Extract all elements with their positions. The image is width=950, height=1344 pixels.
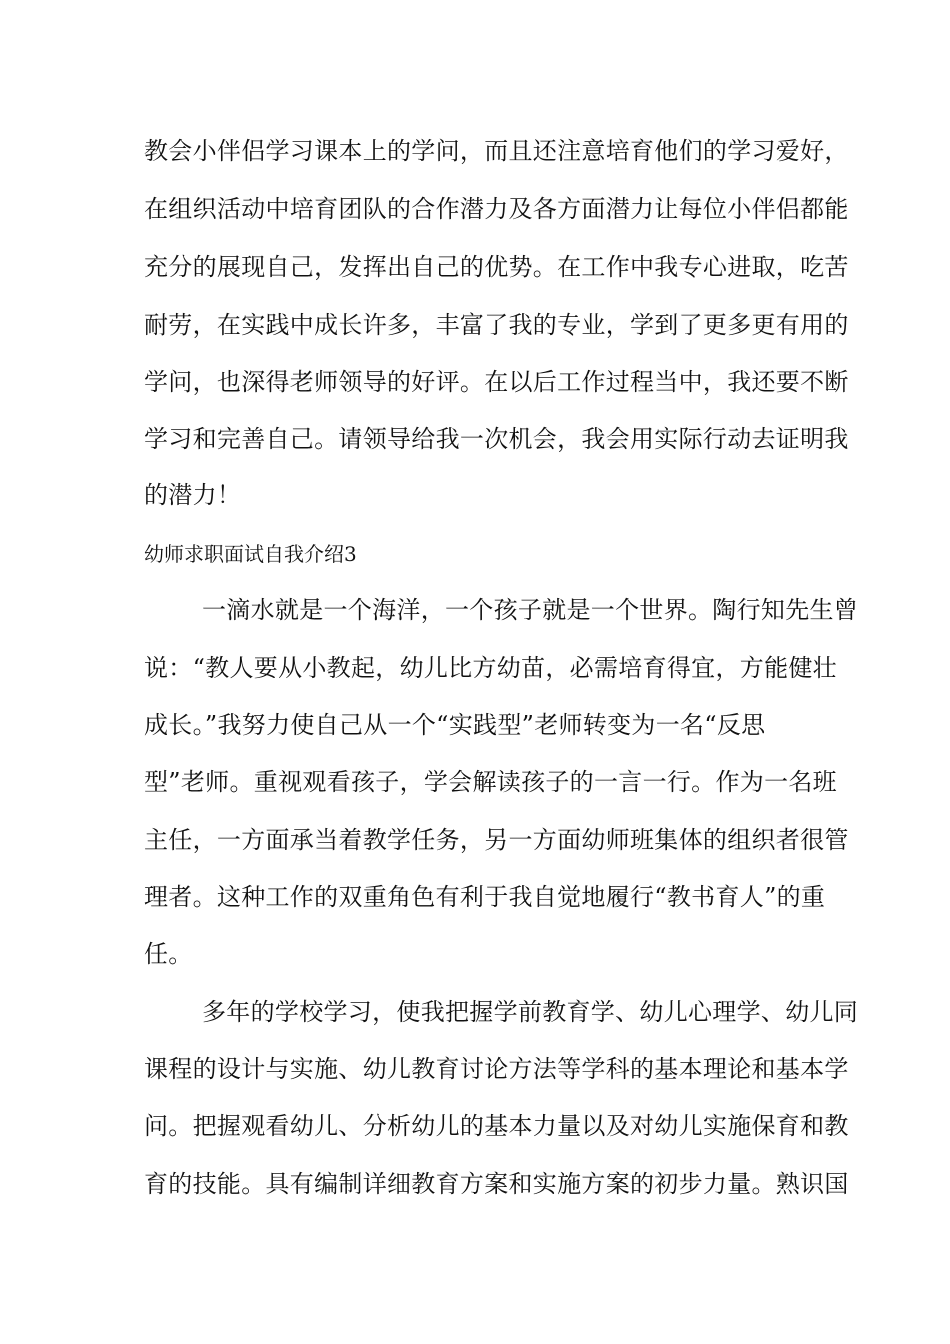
paragraph-2-line-2: 说：“教人要从小教起，幼儿比方幼苗，必需培育得宜，方能健壮 (144, 654, 837, 682)
paragraph-3-line-4: 育的技能。具有编制详细教育方案和实施方案的初步力量。熟识国 (144, 1170, 849, 1198)
paragraph-2-line-3: 成长。”我努力使自己从一个“实践型”老师转变为一名“反思 (144, 711, 766, 739)
paragraph-1-line-1: 教会小伴侣学习课本上的学问，而且还注意培育他们的学习爱好， (144, 137, 849, 165)
paragraph-2-line-4: 型”老师。重视观看孩子，学会解读孩子的一言一行。作为一名班 (144, 768, 837, 796)
paragraph-1-line-3: 充分的展现自己，发挥出自己的优势。在工作中我专心进取，吃苦 (144, 253, 849, 281)
paragraph-1-line-6: 学习和完善自己。请领导给我一次机会，我会用实际行动去证明我 (144, 425, 849, 453)
paragraph-1-line-5: 学问，也深得老师领导的好评。在以后工作过程当中，我还要不断 (144, 368, 849, 396)
paragraph-3-line-2: 课程的设计与实施、幼儿教育讨论方法等学科的基本理论和基本学 (144, 1055, 849, 1083)
paragraph-2-line-5: 主任，一方面承当着教学任务，另一方面幼师班集体的组织者很管 (144, 826, 849, 854)
section-heading: 幼师求职面试自我介绍3 (144, 542, 357, 566)
paragraph-1-line-2: 在组织活动中培育团队的合作潜力及各方面潜力让每位小伴侣都能 (144, 195, 849, 223)
paragraph-3-line-3: 问。把握观看幼儿、分析幼儿的基本力量以及对幼儿实施保育和教 (144, 1112, 849, 1140)
paragraph-2-line-1: 一滴水就是一个海洋，一个孩子就是一个世界。陶行知先生曾 (202, 596, 859, 624)
paragraph-2-line-6: 理者。这种工作的双重角色有利于我自觉地履行“教书育人”的重 (144, 883, 826, 911)
paragraph-1-line-4: 耐劳，在实践中成长许多，丰富了我的专业，学到了更多更有用的 (144, 311, 849, 339)
paragraph-2-line-7: 任。 (144, 940, 193, 968)
paragraph-1-line-7: 的潜力！ (144, 481, 242, 509)
paragraph-3-line-1: 多年的学校学习，使我把握学前教育学、幼儿心理学、幼儿同 (202, 998, 859, 1026)
